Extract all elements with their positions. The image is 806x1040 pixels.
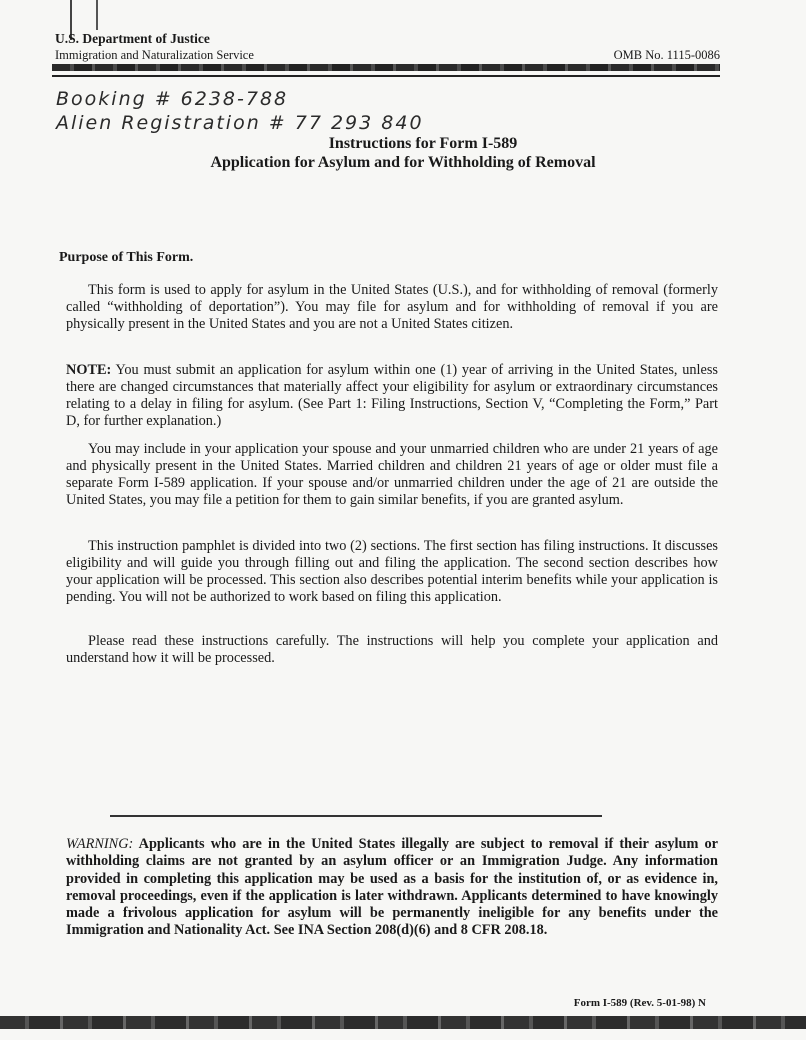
paragraph-note — [66, 362, 718, 430]
header-rule — [52, 64, 720, 71]
paragraph-text: Please read these instructions carefully. The instructions will help you complete your application and understand how it will be processed. — [66, 633, 718, 666]
note-label: NOTE: — [66, 362, 112, 378]
handwritten-booking-number: Booking # 6238-788 — [56, 88, 289, 110]
paragraph-sections — [66, 538, 718, 606]
warning-text: Applicants who are in the United States illegally are subject to removal if their asylum or withholding claims are not granted by an asylum officer or an Immigration Judge. Any information provided in completing this application may be used as a basis for the institution of, or as evidence in, removal proceedings, even if the application is later withdrawn. Applicants determined to have knowingly made a frivolous application for asylum will be permanently ineligible for any benefits under the Immigration and Nationality Act. See INA Section 208(d)(6) and 8 CFR 208.18. — [66, 836, 718, 939]
form-revision-id: Form I-589 (Rev. 5-01-98) N — [573, 997, 706, 1009]
paragraph-family — [66, 441, 718, 509]
sub-agency-name: Immigration and Naturalization Service — [55, 48, 254, 62]
omb-number: OMB No. 1115-0086 — [613, 48, 720, 62]
handwritten-alien-registration: Alien Registration # 77 293 840 — [56, 112, 424, 134]
document-subtitle: Application for Asylum and for Withholding of Removal — [210, 154, 596, 171]
paragraph-purpose — [66, 282, 718, 333]
header-rule-thin — [52, 75, 720, 77]
warning-label: WARNING: — [66, 836, 134, 852]
footer-rule — [0, 1016, 806, 1029]
paragraph-text: You must submit an application for asylum within one (1) year of arriving in the United States, unless there are changed circumstances that materially affect your eligibility for asylum or extraordinary circumstances relating to a delay in filing for asylum. (See Part 1: Filing Instructions, Section V, “Completing the Form,” Part D, for further explanation.) — [66, 362, 718, 429]
paragraph-text: This form is used to apply for asylum in the United States (U.S.), and for withholding of removal (formerly called “withholding of deportation”). You may file for asylum and for withholding of removal if you are physically present in the United States and you are not a United States citizen. — [66, 282, 718, 332]
section-heading: Purpose of This Form. — [59, 250, 194, 265]
staple-mark — [96, 0, 98, 30]
paragraph-text: You may include in your application your spouse and your unmarried children who are under 21 years of age and physically present in the United States. Married children and children 21 years of age or older must file a separate Form I-589 application. If your spouse and/or unmarried children under the age of 21 are outside the United States, you may file a petition for them to gain similar benefits, if you are granted asylum. — [66, 441, 718, 508]
section-divider — [110, 815, 602, 817]
agency-name: U.S. Department of Justice — [55, 31, 210, 46]
paragraph-read-carefully — [66, 633, 718, 667]
document-title: Instructions for Form I-589 — [328, 135, 518, 152]
paragraph-text: This instruction pamphlet is divided into two (2) sections. The first section has filing instructions. It discusses eligibility and will guide you through filling out and filing the application. The second section describes how your application will be processed. This section also describes potential interim benefits while your application is pending. You will not be authorized to work based on filing this application. — [66, 538, 718, 605]
warning-block — [66, 836, 718, 940]
